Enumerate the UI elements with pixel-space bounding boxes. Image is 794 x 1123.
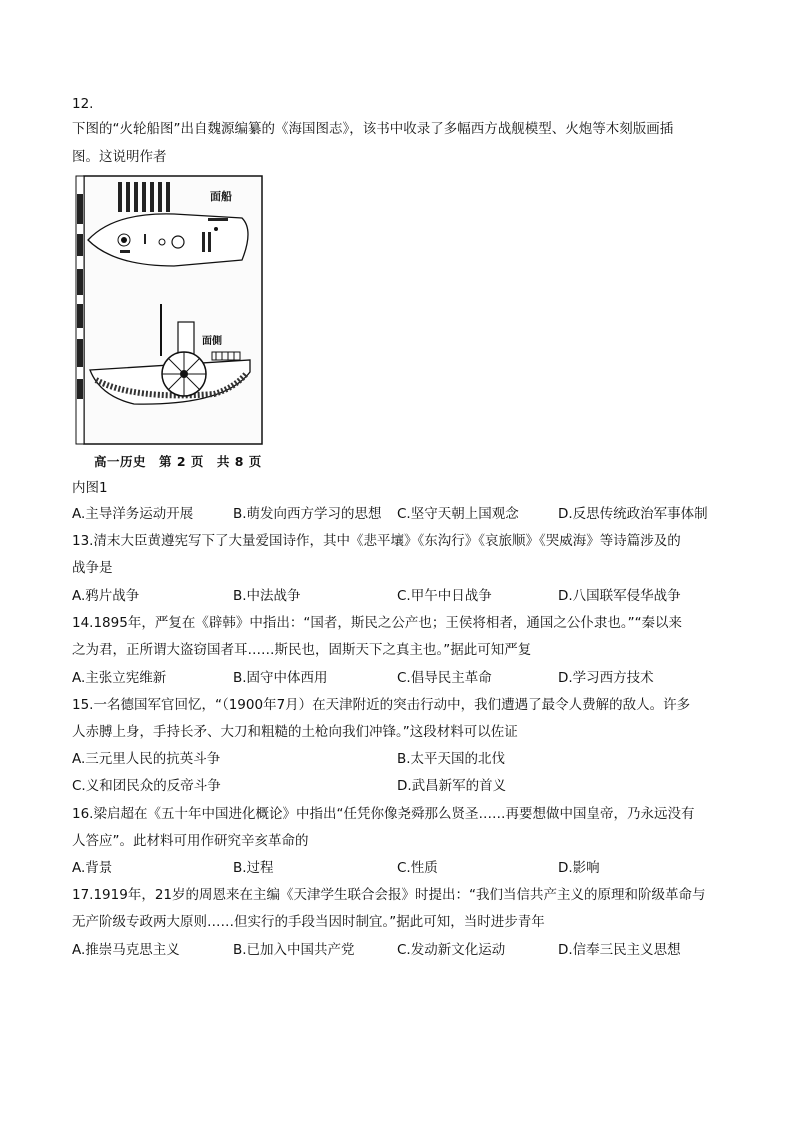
q12-option-a[interactable]: A.主导洋务运动开展 (72, 506, 194, 522)
q17-option-c[interactable]: C.发动新文化运动 (397, 942, 506, 958)
q17-stem-line2: 无产阶级专政两大原则……但实行的手段当因时制宜。”据此可知，当时进步青年 (72, 914, 545, 930)
q14-option-a[interactable]: A.主张立宪维新 (72, 670, 167, 686)
q12-option-c[interactable]: C.坚守天朝上国观念 (397, 506, 519, 522)
q16-option-b[interactable]: B.过程 (233, 860, 274, 876)
q14-option-b[interactable]: B.固守中体西用 (233, 670, 328, 686)
q12-number: 12. (72, 96, 94, 112)
q13-option-d[interactable]: D.八国联军侵华战争 (558, 588, 681, 604)
q13-option-b[interactable]: B.中法战争 (233, 588, 301, 604)
q15-stem-line2: 人赤膊上身，手持长矛、大刀和粗糙的土枪向我们冲锋。”这段材料可以佐证 (72, 724, 518, 740)
q12-figure-label: 内图1 (72, 480, 108, 496)
q15-option-b[interactable]: B.太平天国的北伐 (397, 751, 506, 767)
q17-stem-line1: 17.1919年，21岁的周恩来在主编《天津学生联合会报》时提出：“我们当信共产主义的原理和阶级革命与 (72, 887, 706, 903)
q14-stem-line2: 之为君，正所谓大盗窃国者耳……斯民也，固斯天下之真主也。”据此可知严复 (72, 642, 532, 658)
q15-option-d[interactable]: D.武昌新军的首义 (397, 778, 507, 794)
q15-option-a[interactable]: A.三元里人民的抗英斗争 (72, 751, 221, 767)
q16-option-a[interactable]: A.背景 (72, 860, 113, 876)
q13-option-c[interactable]: C.甲午中日战争 (397, 588, 492, 604)
q13-stem-line1: 13.清末大臣黄遵宪写下了大量爱国诗作，其中《悲平壤》《东沟行》《哀旅顺》《哭威海》等诗篇涉及的 (72, 533, 681, 549)
q17-option-d[interactable]: D.信奉三民主义思想 (558, 942, 681, 958)
q15-stem-line1: 15.一名德国军官回忆，“（1900年7月）在天津附近的突击行动中，我们遭遇了最令人费解的敌人。许多 (72, 697, 691, 713)
q16-stem-line1: 16.梁启超在《五十年中国进化概论》中指出“任凭你像尧舜那么贤圣……再要想做中国皇帝，乃永远没有 (72, 806, 695, 822)
q15-option-c[interactable]: C.义和团民众的反帝斗争 (72, 778, 221, 794)
q17-option-b[interactable]: B.已加入中国共产党 (233, 942, 355, 958)
steamship-illustration (74, 174, 264, 454)
q13-stem-line2: 战争是 (72, 560, 113, 576)
q14-option-d[interactable]: D.学习西方技术 (558, 670, 654, 686)
q16-option-c[interactable]: C.性质 (397, 860, 438, 876)
q12-stem-line1: 下图的“火轮船图”出自魏源编纂的《海国图志》，该书中收录了多幅西方战舰模型、火炮等木刻版画插 (72, 121, 674, 137)
q13-option-a[interactable]: A.鸦片战争 (72, 588, 140, 604)
steamship-woodcut-figure (74, 174, 264, 472)
q12-stem-line2: 图。这说明作者 (72, 149, 167, 165)
q16-stem-line2: 人答应”。此材料可用作研究辛亥革命的 (72, 833, 309, 849)
q12-option-b[interactable]: B.萌发向西方学习的思想 (233, 506, 382, 522)
figure-page-caption: 高一历史 第 2 页 共 8 页 (94, 454, 262, 469)
top-view-label: 面船 (210, 190, 232, 203)
q16-option-d[interactable]: D.影响 (558, 860, 600, 876)
q12-option-d[interactable]: D.反思传统政治军事体制 (558, 506, 708, 522)
q14-stem-line1: 14.1895年，严复在《辟韩》中指出：“国者，斯民之公产也；王侯将相者，通国之公仆隶也。”“秦以来 (72, 615, 683, 631)
side-view-label: 面側 (202, 336, 222, 347)
q14-option-c[interactable]: C.倡导民主革命 (397, 670, 492, 686)
q17-option-a[interactable]: A.推崇马克思主义 (72, 942, 180, 958)
